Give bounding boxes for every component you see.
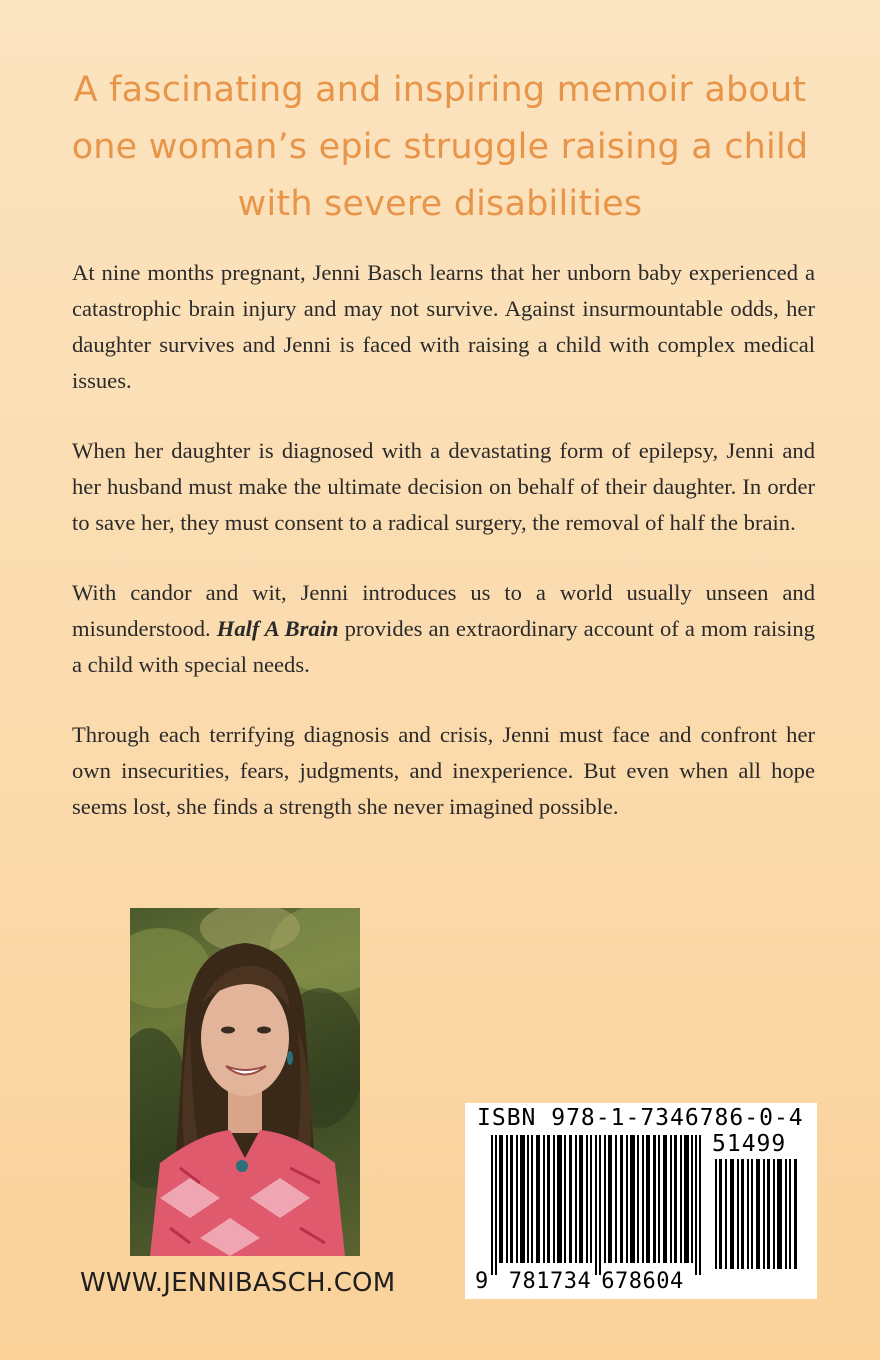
tagline-line-3: with severe disabilities [237, 184, 643, 224]
ean-first-digit: 9 [475, 1269, 489, 1294]
tagline-line-1: A fascinating and inspiring memoir about [73, 70, 807, 110]
paragraph-2: When her daughter is diagnosed with a devastating form of epilepsy, Jenni and her husband must make the ultimate decision on behalf of their daughter. In order to save her, they must consent to a radical surgery, the removal of half the brain. [72, 438, 815, 535]
ean-right-group: 678604 [601, 1269, 684, 1294]
paragraph-3-start: With candor and wit, Jenni introduces us to a world usually unseen and misunderstood. [72, 580, 815, 641]
price-addon-digits: 51499 [712, 1131, 787, 1157]
book-title: Half A Brain [216, 616, 339, 641]
isbn-barcode [465, 1103, 817, 1299]
author-photo-illustration [130, 908, 360, 1256]
paragraph-1: At nine months pregnant, Jenni Basch learns that her unborn baby experienced a catastrophic brain injury and may not survive. Against insurmountable odds, her daughter survives and Jenni is faced with raising a child with complex medical issues. [72, 260, 815, 393]
ean-left-group: 781734 [508, 1269, 592, 1294]
paragraph-4: Through each terrifying diagnosis and crisis, Jenni must face and confront her own insecurities, fears, judgments, and inexperience. But even when all hope seems lost, she finds a strength she never imagined possible. [72, 722, 815, 819]
author-website: WWW.JENNIBASCH.COM [80, 1268, 396, 1298]
author-photo [130, 908, 360, 1256]
paragraph-3 [72, 575, 815, 683]
isbn-label: ISBN 978-1-7346786-0-4 [477, 1105, 804, 1131]
book-description [72, 255, 815, 859]
paragraph-3-end: provides an extraordinary account of a mom raising a child with special needs. [72, 616, 815, 677]
tagline [60, 62, 820, 233]
tagline-line-2: one woman’s epic struggle raising a child [71, 127, 809, 167]
ean-digits [475, 1269, 684, 1294]
